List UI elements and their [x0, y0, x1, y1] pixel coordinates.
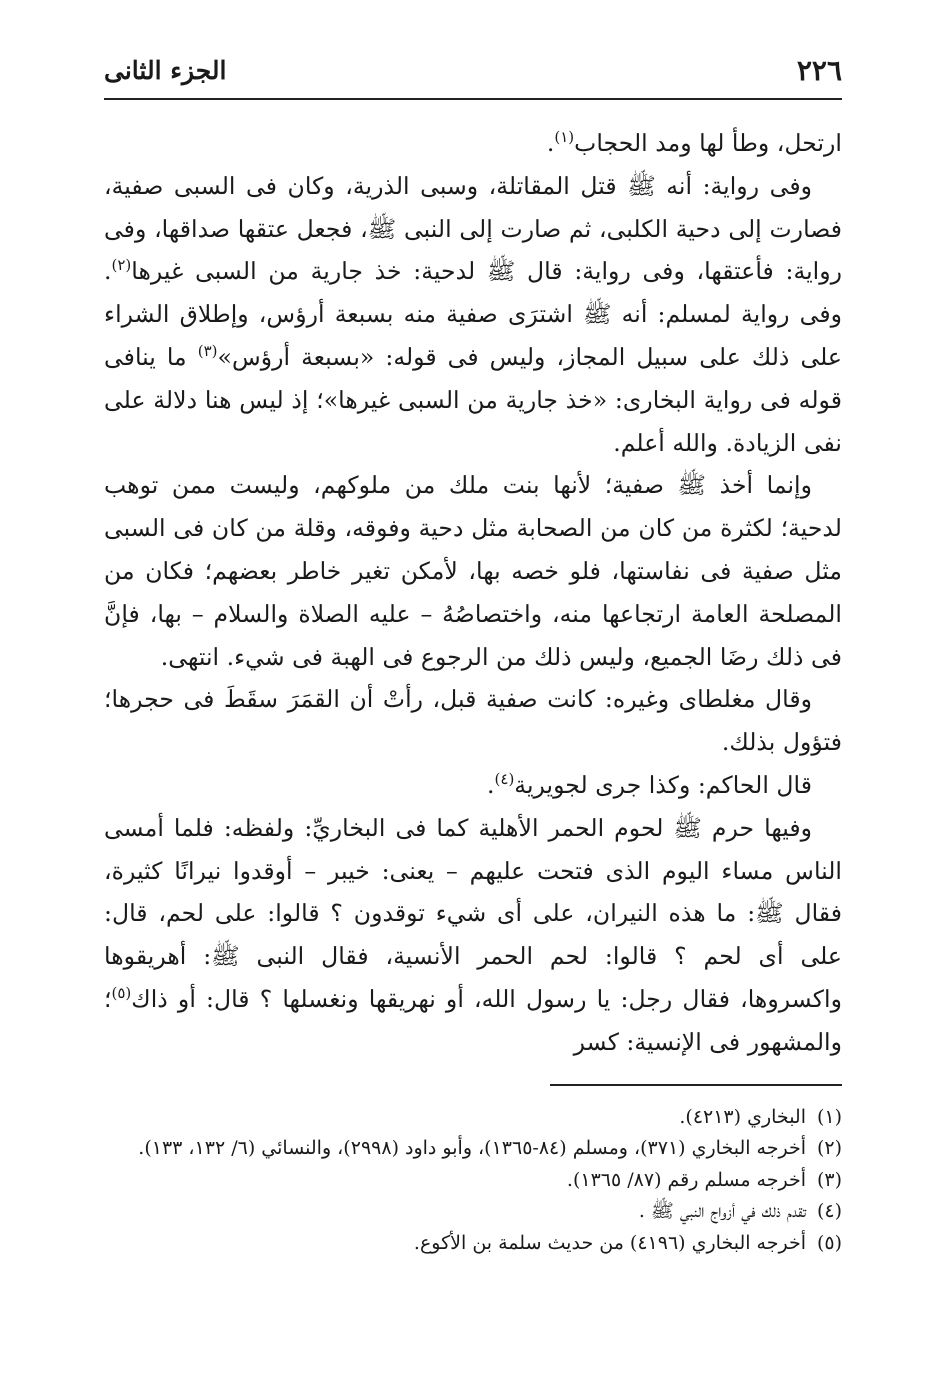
footnote-number: (٤) — [816, 1200, 842, 1223]
footnote-2 — [104, 1133, 842, 1165]
footnote-text: أخرجه مسلم رقم (٨٧/ ١٣٦٥). — [566, 1168, 806, 1191]
footnote-text: أخرجه البخاري (٣٧١)، ومسلم (٨٤-١٣٦٥)، وأبو داود (٢٩٩٨)، والنسائي (٦/ ١٣٢، ١٣٣). — [138, 1137, 806, 1160]
paragraph-5-text: قال الحاكم: وكذا جرى لجويرية — [514, 770, 812, 799]
paragraph-2-part-a: وفى رواية: أنه ﷺ قتل المقاتلة، وسبى الذرية، وكان فى السبى صفية، فصارت إلى دحية الكلبى، ثم صارت إلى النبى ﷺ، فجعل عتقها صداقها، وفى رواية: فأعتقها، وفى رواية: قال ﷺ لدحية: خذ جارية من السبى غيرها — [104, 171, 842, 286]
paragraph-5-end: . — [487, 770, 495, 799]
footnote-text: أخرجه البخاري (٤١٩٦) من حديث سلمة بن الأكوع. — [413, 1231, 806, 1254]
footnote-ref-1: (١) — [554, 128, 575, 147]
footnote-number: (٣) — [816, 1168, 842, 1191]
footnotes — [104, 1102, 842, 1260]
paragraph-5 — [104, 764, 842, 807]
paragraph-2-part-c: ما ينافى قوله فى رواية البخارى: «خذ جارية من السبى غيرها»؛ إذ ليس هنا دلالة على نفى الزيادة. والله أعلم. — [104, 342, 842, 457]
footnote-ref-4: (٤) — [494, 770, 515, 789]
footnote-number: (٢) — [816, 1137, 842, 1160]
paragraph-2 — [104, 165, 842, 465]
footnote-ref-2: (٢) — [111, 256, 132, 275]
footnote-number: (٥) — [816, 1231, 842, 1254]
book-page — [104, 52, 842, 1342]
paragraph-6-part-b: ؛ والمشهور فى الإنسية: كسر — [104, 984, 842, 1056]
paragraph-1 — [104, 122, 842, 165]
footnote-1 — [104, 1102, 842, 1134]
paragraph-6-part-a: وفيها حرم ﷺ لحوم الحمر الأهلية كما فى البخاريِّ: ولفظه: فلما أمسى الناس مساء اليوم الذى فتحت عليهم – يعنى: خيبر – أوقدوا نيرانًا كثيرة، فقال ﷺ: ما هذه النيران، على أى شيء توقدون ؟ قالوا: على لحم، قال: على أى لحم ؟ قالوا: لحم الحمر الأنسية، فقال النبى ﷺ: أهريقوها واكسروها، فقال رجل: يا رسول الله، أو نهريقها ونغسلها ؟ قال: أو ذاك — [104, 813, 842, 1013]
footnote-text: تقدم ذلك في أزواج النبي ﷺ . — [638, 1200, 806, 1223]
paragraph-1-text: ارتحل، وطأ لها ومد الحجاب — [574, 129, 842, 157]
paragraph-3: وإنما أخذ ﷺ صفية؛ لأنها بنت ملك من ملوكهم، وليست ممن توهب لدحية؛ لكثرة من كان من الصحابة مثل دحية وفوقه، وقلة من كان فى السبى مثل صفية فى نفاستها، فلو خصه بها، لأمكن تغير خاطر بعضهم؛ فكان من المصلحة العامة ارتجاعها منه، واختصاصُهُ – عليه الصلاة والسلام – بها، فإنَّ فى ذلك رضَا الجميع، وليس ذلك من الرجوع فى الهبة فى شيء. انتهى. — [104, 471, 842, 671]
paragraph-1-end: . — [546, 129, 555, 157]
footnote-separator — [550, 1084, 842, 1086]
footnote-4 — [104, 1196, 842, 1228]
main-text — [104, 122, 842, 1064]
paragraph-4: وقال مغلطاى وغيره: كانت صفية قبل، رأتْ أن القمَرَ سقَطَ فى حجرها؛ فتؤول بذلك. — [104, 685, 842, 757]
footnote-ref-3: (٣) — [197, 342, 218, 361]
paragraph-6 — [104, 807, 842, 1064]
running-title: الجزء الثانى — [104, 56, 227, 85]
footnote-ref-5: (٥) — [111, 984, 132, 1003]
footnote-3 — [104, 1165, 842, 1197]
paragraph-2-part-b: . وفى رواية لمسلم: أنه ﷺ اشترَى صفية منه بسبعة أرؤس، وإطلاق الشراء على ذلك على سبيل المجاز، وليس فى قوله: «بسبعة أرؤس» — [104, 257, 842, 371]
footnote-number: (١) — [816, 1105, 842, 1128]
page-number: ٢٢٦ — [796, 54, 842, 87]
page-header — [104, 52, 842, 100]
footnote-text: البخاري (٤٢١٣). — [679, 1105, 806, 1128]
footnote-5 — [104, 1228, 842, 1260]
